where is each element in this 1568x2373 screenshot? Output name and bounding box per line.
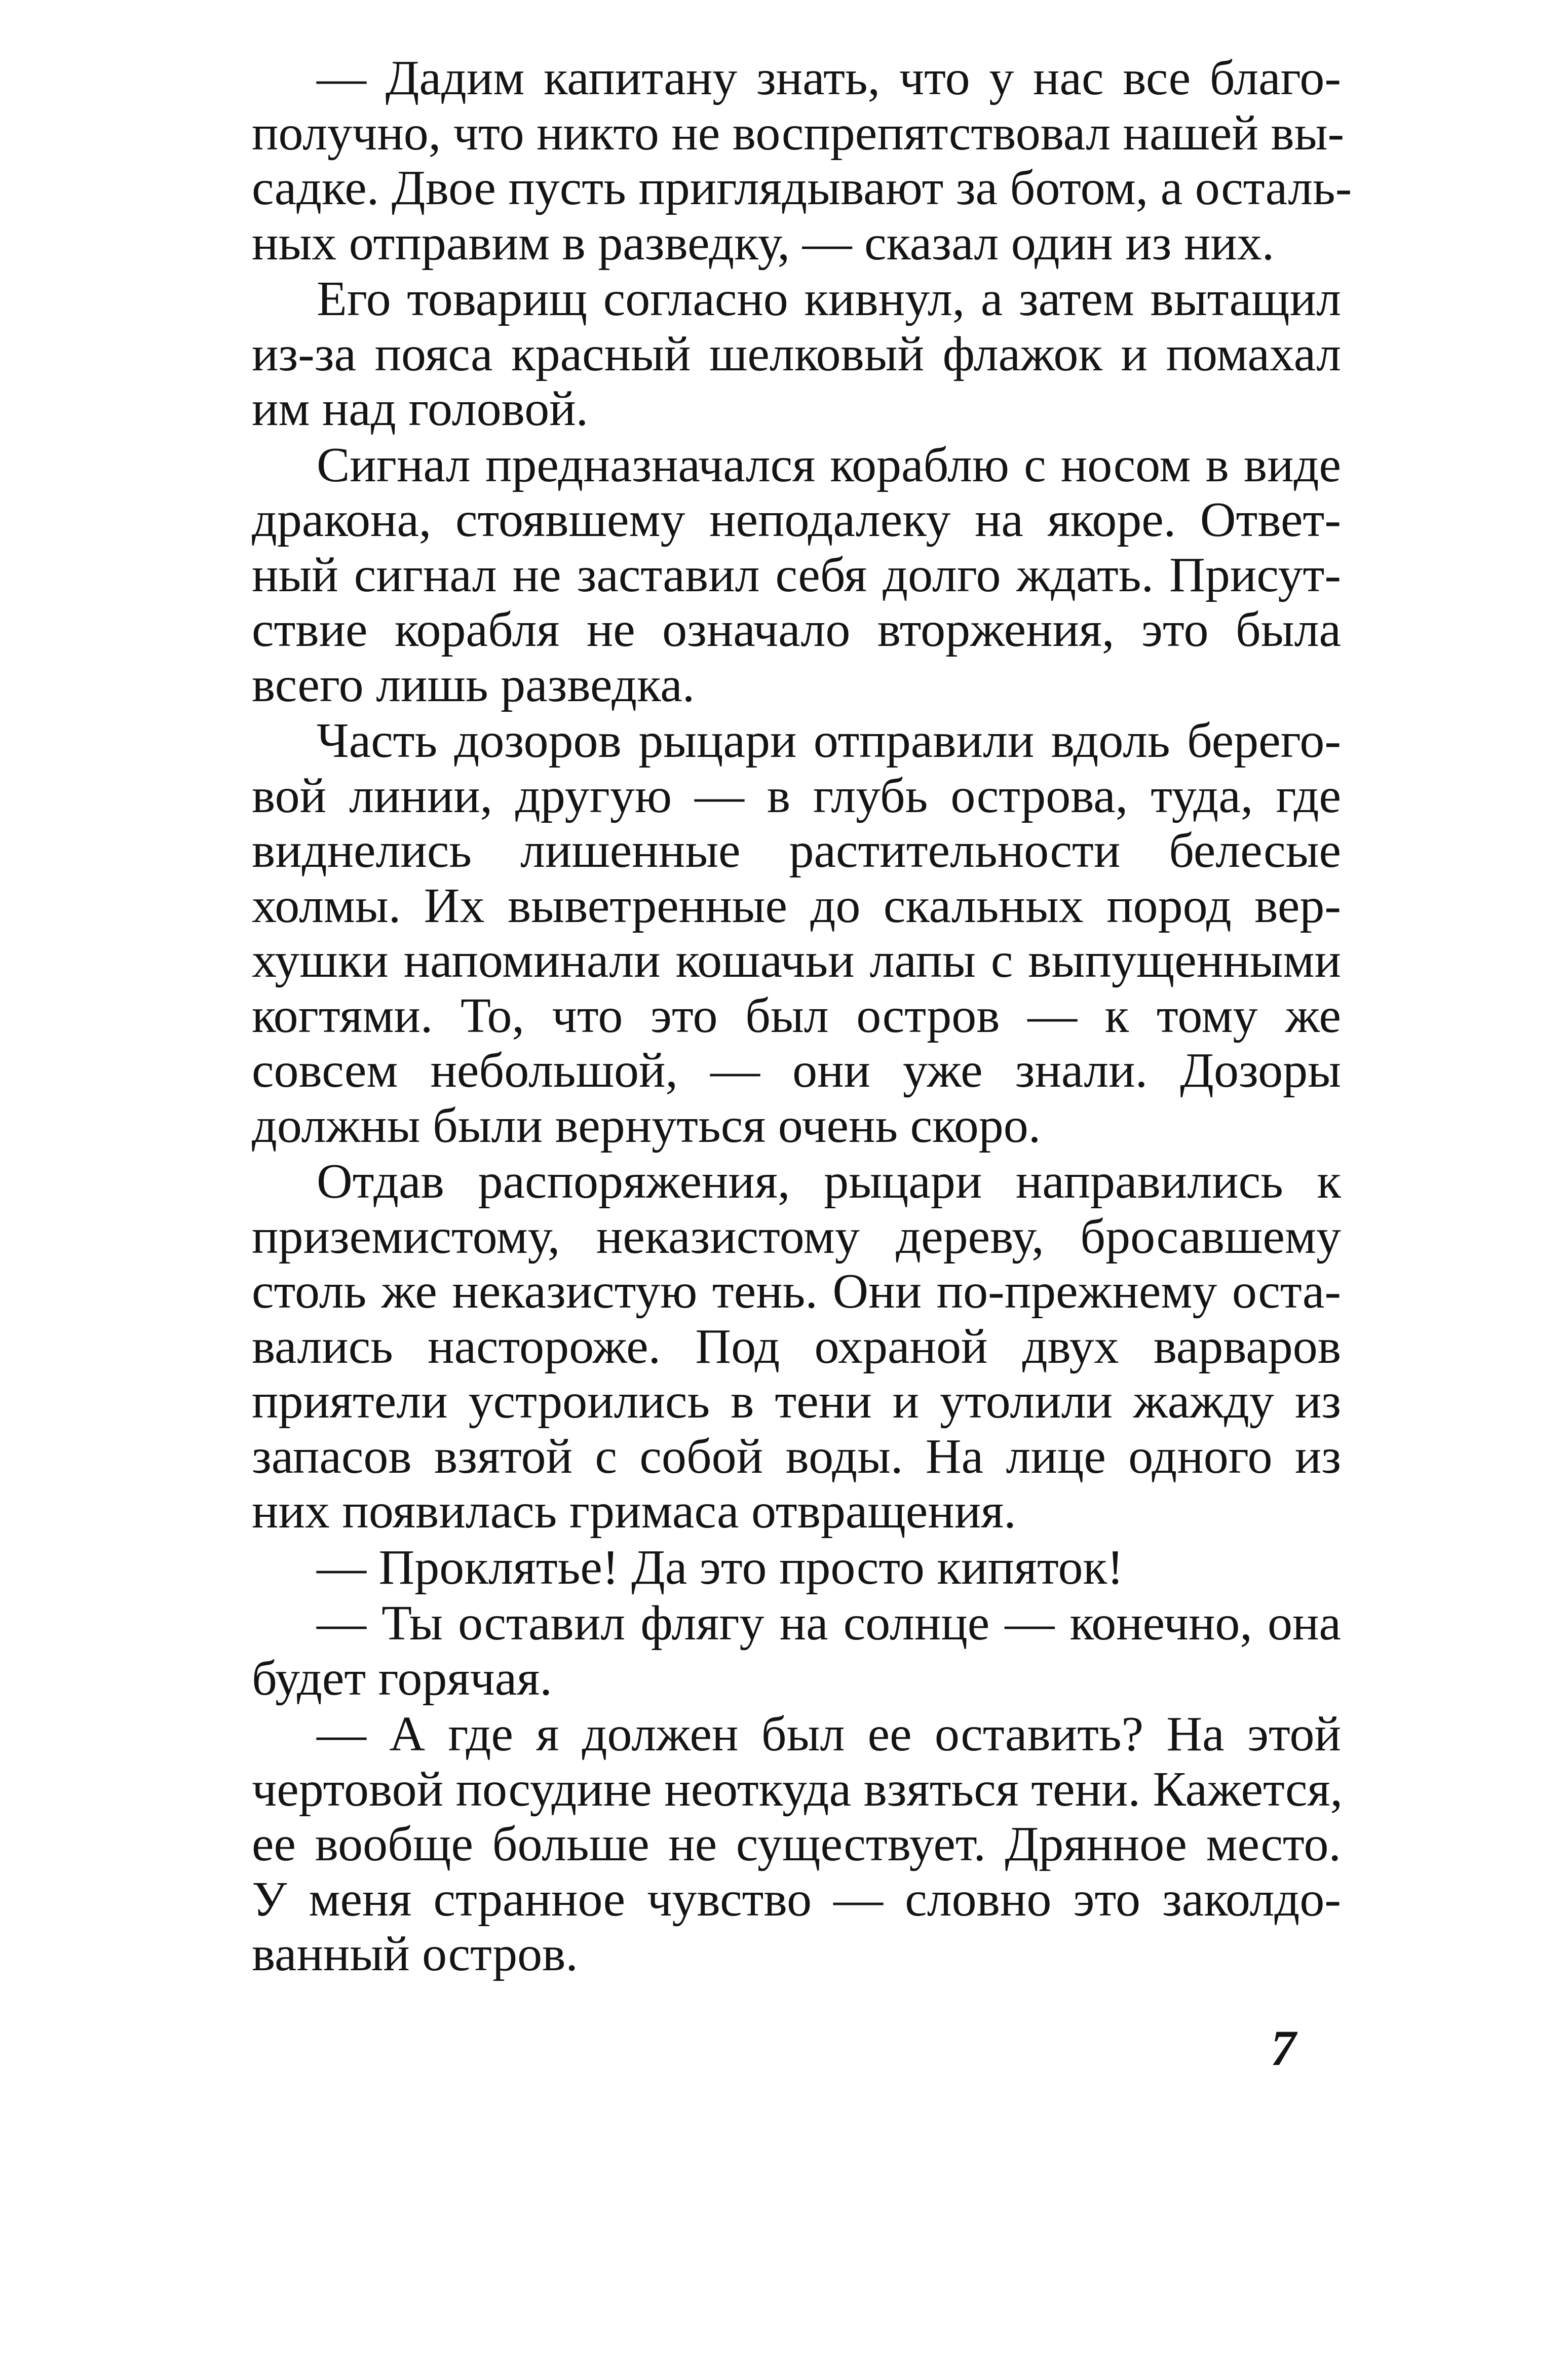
text-line: ее вообще больше не существует. Дрянное место. bbox=[252, 1817, 1341, 1871]
text-line: садке. Двое пусть приглядывают за ботом, а осталь- bbox=[252, 161, 1352, 215]
text-line: ный сигнал не заставил себя долго ждать. Присут- bbox=[252, 547, 1341, 602]
text-line: ванный остров. bbox=[252, 1927, 578, 1981]
text-line: — Дадим капитану знать, что у нас все благо- bbox=[317, 51, 1341, 105]
text-line: чертовой посудине неоткуда взяться тени. Кажется, bbox=[252, 1762, 1343, 1817]
paragraph-3 bbox=[252, 438, 1341, 713]
paragraph-5 bbox=[252, 1154, 1341, 1539]
text-line: виднелись лишенные растительности белесые bbox=[252, 823, 1341, 878]
paragraph-2 bbox=[252, 272, 1341, 437]
paragraph-7 bbox=[252, 1596, 1341, 1706]
text-line: Отдав распоряжения, рыцари направились к bbox=[317, 1154, 1341, 1209]
text-line: — Проклятье! Да это просто кипяток! bbox=[317, 1540, 1124, 1595]
text-line: будет горячая. bbox=[252, 1651, 552, 1706]
text-line: Сигнал предназначался кораблю с носом в виде bbox=[317, 437, 1341, 492]
text-line: Его товарищ согласно кивнул, а затем вытащил bbox=[317, 272, 1341, 326]
text-line: — А где я должен был ее оставить? На этой bbox=[317, 1707, 1341, 1762]
paragraph-4 bbox=[252, 713, 1341, 1153]
text-line: вались настороже. Под охраной двух варваров bbox=[252, 1319, 1341, 1374]
text-line: них появилась гримаса отвращения. bbox=[252, 1484, 1016, 1539]
text-line: совсем небольшой, — они уже знали. Дозоры bbox=[252, 1043, 1341, 1098]
page-number: 7 bbox=[1271, 2020, 1296, 2076]
text-line: приятели устроились в тени и утолили жажду из bbox=[252, 1374, 1341, 1429]
text-line: запасов взятой с собой воды. На лице одного из bbox=[252, 1429, 1341, 1484]
text-line: ных отправим в разведку, — сказал один из них. bbox=[252, 215, 1275, 271]
text-line: из-за пояса красный шелковый флажок и помахал bbox=[252, 326, 1341, 381]
text-line: всего лишь разведка. bbox=[252, 657, 695, 712]
text-line: им над головой. bbox=[252, 381, 589, 436]
text-line: ствие корабля не означало вторжения, это была bbox=[252, 602, 1341, 657]
page-text bbox=[252, 51, 1352, 1983]
text-line: получно, что никто не воспрепятствовал нашей вы- bbox=[252, 105, 1345, 161]
text-line: Часть дозоров рыцари отправили вдоль берего- bbox=[317, 713, 1341, 768]
text-line: холмы. Их выветренные до скальных пород вер- bbox=[252, 878, 1341, 933]
text-line: когтями. То, что это был остров — к тому же bbox=[252, 988, 1341, 1043]
paragraph-6 bbox=[252, 1540, 1341, 1595]
paragraph-8 bbox=[252, 1707, 1341, 1982]
text-line: вой линии, другую — в глубь острова, туда, где bbox=[252, 768, 1341, 823]
text-line: дракона, стоявшему неподалеку на якоре. Ответ- bbox=[252, 492, 1341, 547]
text-line: приземистому, неказистому дереву, бросавшему bbox=[252, 1209, 1341, 1264]
text-line: У меня странное чувство — словно это заколдо- bbox=[252, 1871, 1341, 1927]
text-line: — Ты оставил флягу на солнце — конечно, она bbox=[317, 1596, 1341, 1651]
text-line: столь же неказистую тень. Они по-прежнему оста- bbox=[252, 1264, 1341, 1319]
text-line: хушки напоминали кошачьи лапы с выпущенными bbox=[252, 933, 1341, 988]
text-line: должны были вернуться очень скоро. bbox=[252, 1098, 1041, 1153]
paragraph-1 bbox=[252, 51, 1352, 271]
